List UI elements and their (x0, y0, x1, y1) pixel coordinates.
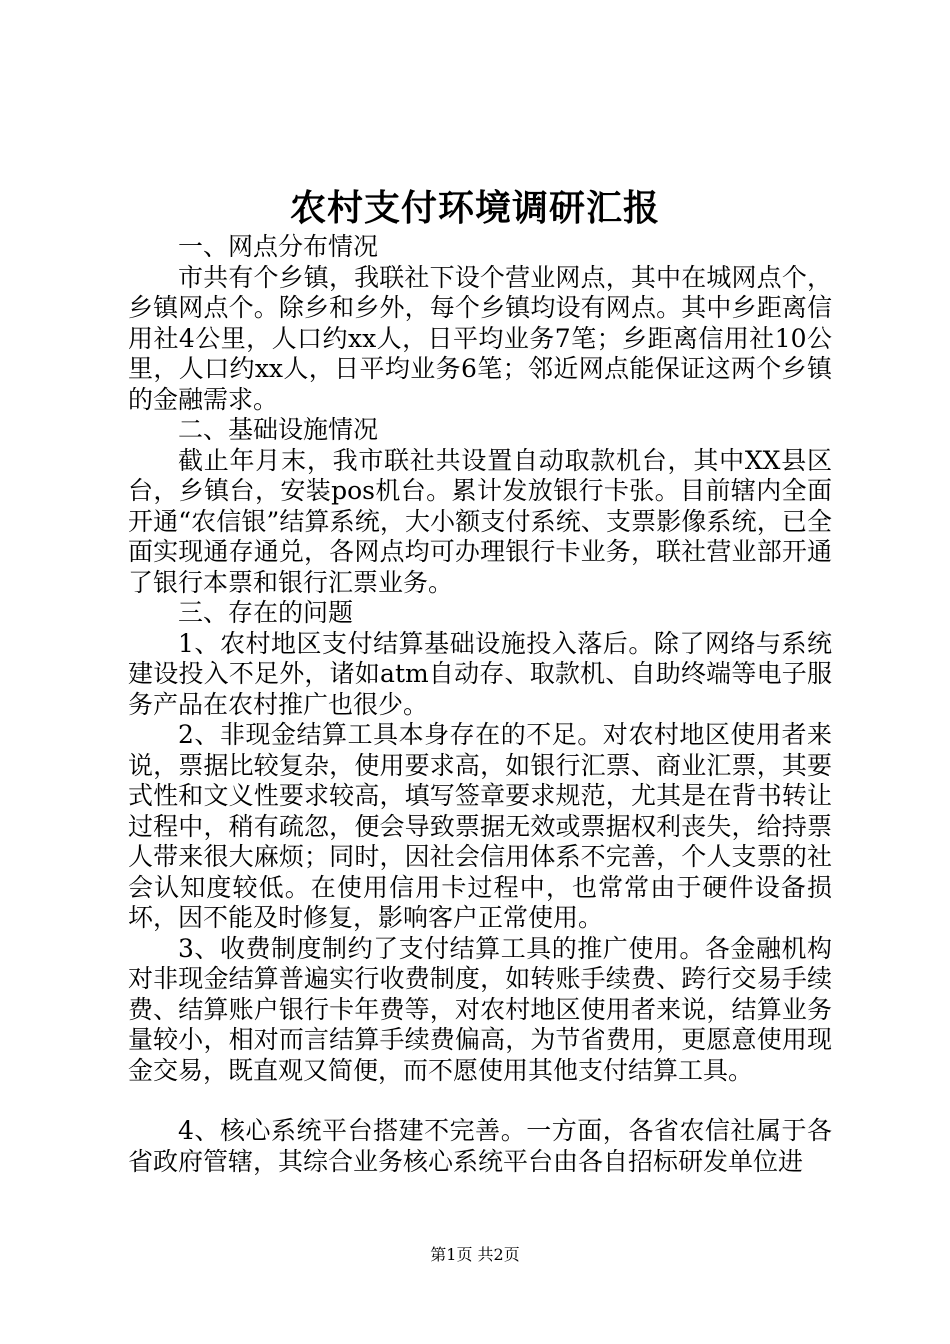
paragraph-network-distribution: 市共有个乡镇，我联社下设个营业网点，其中在城网点个，乡镇网点个。除乡和乡外，每个乡镇均设有网点。其中乡距离信用社4公里，人口约xx人，日平均业务7笔；乡距离信用社10公里，人口约xx人，日平均业务6笔；邻近网点能保证这两个乡镇的金融需求。 (128, 262, 832, 414)
paragraph-problem-1: 1、农村地区支付结算基础设施投入落后。除了网络与系统建设投入不足外，诸如atm自动存、取款机、自助终端等电子服务产品在农村推广也很少。 (128, 628, 832, 719)
section-heading-infrastructure: 二、基础设施情况 (178, 415, 379, 444)
page-footer: 第1页 共2页 (430, 1245, 520, 1264)
section-heading-problems: 三、存在的问题 (178, 598, 354, 627)
paragraph-problem-3: 3、收费制度制约了支付结算工具的推广使用。各金融机构对非现金结算普遍实行收费制度，如转账手续费、跨行交易手续费、结算账户银行卡年费等，对农村地区使用者来说，结算业务量较小，相对而言结算手续费偏高，为节省费用，更愿意使用现金交易，既直观又简便，而不愿使用其他支付结算工具。 (128, 933, 832, 1085)
document-body (128, 232, 832, 1177)
document-title: 农村支付环境调研汇报 (289, 187, 660, 229)
paragraph-infrastructure: 截止年月末，我市联社共设置自动取款机台，其中XX县区台，乡镇台，安装pos机台。累计发放银行卡张。目前辖内全面开通“农信银”结算系统，大小额支付系统、支票影像系统，已全面实现通存通兑，各网点均可办理银行卡业务，联社营业部开通了银行本票和银行汇票业务。 (128, 445, 832, 597)
paragraph-problem-4: 4、核心系统平台搭建不完善。一方面，各省农信社属于各省政府管辖，其综合业务核心系统平台由各自招标研发单位进 (128, 1116, 832, 1176)
section-heading-network: 一、网点分布情况 (178, 232, 379, 261)
paragraph-problem-2: 2、非现金结算工具本身存在的不足。对农村地区使用者来说，票据比较复杂，使用要求高，如银行汇票、商业汇票，其要式性和文义性要求较高，填写签章要求规范，尤其是在背书转让过程中，稍有疏忽，便会导致票据无效或票据权利丧失，给持票人带来很大麻烦；同时，因社会信用体系不完善，个人支票的社会认知度较低。在使用信用卡过程中，也常常由于硬件设备损坏，因不能及时修复，影响客户正常使用。 (128, 720, 832, 932)
